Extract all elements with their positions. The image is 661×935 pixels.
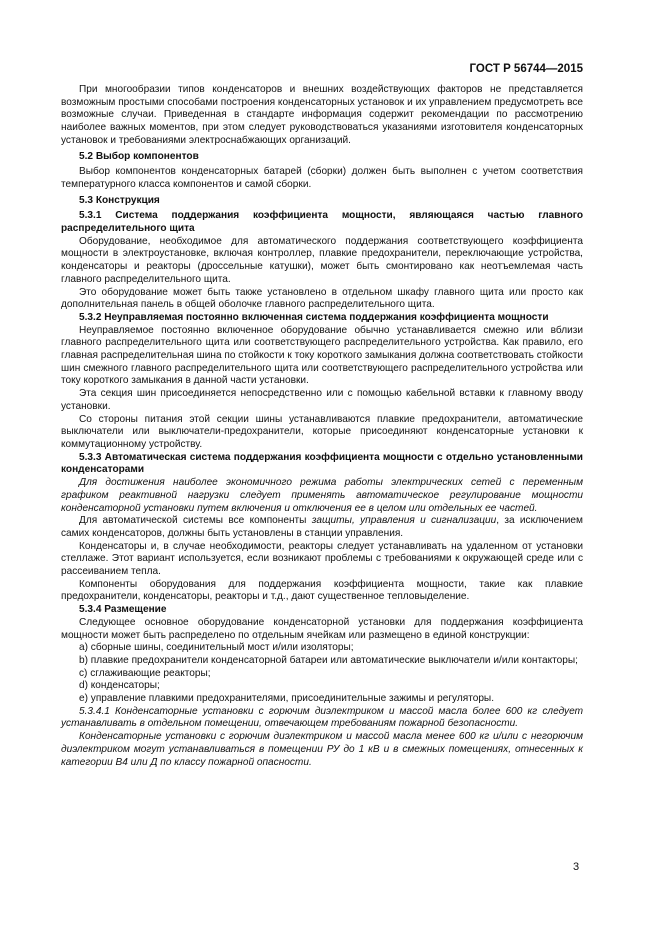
paragraph-5-3-3-c: Конденсаторы и, в случае необходимости, реакторы следует устанавливать на удаленном от установки стеллаже. Этот вариант используется, если возникают проблемы с требованиями к окружающей среде или с рассеиванием тепла. [61,540,583,578]
section-heading-5-3: 5.3 Конструкция [79,194,160,206]
paragraph-5-3-3-d: Компоненты оборудования для поддержания коэффициента мощности, такие как плавкие предохранители, конденсаторы, реакторы и т.д., дают существенное тепловыделение. [61,578,583,603]
paragraph-5-3-3-b-start: Для автоматической системы все компоненты [79,515,312,527]
section-heading-5-3-1: 5.3.1 Система поддержания коэффициента мощности, являющаяся частью главного распределительного щита [61,210,583,235]
paragraph-5-2: Выбор компонентов конденсаторных батарей (сборки) должен быть выполнен с учетом соответствия температурного класса компонентов и самой сборки. [61,166,583,190]
paragraph-5-3-3-b-emphasis: защиты, управления и сигнализации [311,515,497,527]
list-item-a: а) сборные шины, соединительный мост и/или изоляторы; [79,642,354,654]
paragraph-5-3-3-b [61,515,583,540]
paragraph-intro: При многообразии типов конденсаторов и внешних воздействующих факторов не представляется возможным простыми способами построения конденсаторных установок и их управлением предусмотреть все возможные случаи. Приведенная в стандарте информация содержит рекомендации по рассмотрению наиболее важных моментов, при этом следует руководствоваться указаниями изготовителя конденсаторных установок и требованиями электроснабжающих организаций. [61,84,583,146]
paragraph-5-3-4-1-b: Конденсаторные установки с горючим диэлектриком и массой масла менее 600 кг и/или с негорючим диэлектриком могут устанавливаться в помещении РУ до 1 кВ и в смежных помещениях, отнесенных к категории В4 или Д по классу пожарной опасности. [61,731,583,768]
paragraph-5-3-2-a: Неуправляемое постоянно включенное оборудование обычно устанавливается смежно или вблизи главного распределительного щита или соответствующего распределительного устройства. Как правило, его главная распределительная шина по стойкости к току короткого замыкания должна соответствовать стойкости шин смежного главного распределительного щита или соответствующего распределительного устройства или току короткого замыкания в данной части установки. [61,324,583,387]
page-body [61,84,583,769]
paragraph-5-3-4: Следующее основное оборудование конденсаторной установки для поддержания коэффициента мощности может быть распределено по отдельным ячейкам или размещено в единой конструкции: [61,616,583,641]
list-item-e: e) управление плавкими предохранителями, присоединительные зажимы и регуляторы. [79,693,494,705]
paragraph-5-3-1-b: Это оборудование может быть также установлено в отдельном шкафу главного щита или просто как дополнительная панель в общей оболочке главного распределительного щита. [61,286,583,311]
paragraph-5-3-3-a: Для достижения наиболее экономичного режима работы электрических сетей с переменным графиком реактивной нагрузки следует применять автоматическое регулирование мощности конденсаторной установки путем включения и отключения ее в целом или отдельных ее частей. [61,477,583,514]
section-heading-5-3-3: 5.3.3 Автоматическая система поддержания коэффициента мощности с отдельно установленными конденсаторами [61,451,583,476]
list-item-b: b) плавкие предохранители конденсаторной батареи или автоматические выключатели и/или контакторы; [79,654,578,666]
paragraph-5-3-4-1: 5.3.4.1 Конденсаторные установки с горючим диэлектриком и массой масла более 600 кг следует устанавливать в отдельном помещении, отвечающем требованиям пожарной безопасности. [61,705,583,730]
paragraph-5-3-3-b-end: , за исключением самих конденсаторов, должны быть установлены в станции управления. [61,515,583,539]
section-heading-5-3-4: 5.3.4 Размещение [79,604,167,616]
list-item-d: d) конденсаторы; [79,680,160,692]
paragraph-5-3-2-c: Со стороны питания этой секции шины устанавливаются плавкие предохранители, автоматические выключатели или выключатели-предохранители, которые присоединяют конденсаторные установки к коммутационному устройству. [61,413,583,450]
paragraph-5-3-2-b: Эта секция шин присоединяется непосредственно или с помощью кабельной вставки к главному вводу установки. [61,388,583,412]
paragraph-5-3-1-a: Оборудование, необходимое для автоматического поддержания соответствующего коэффициента мощности в электроустановке, включая контроллер, плавкие предохранители, переключающие устройства, конденсаторы и реакторы (дроссельные катушки), может быть смонтировано как неотъемлемая часть главного распределительного щита. [61,235,583,285]
document-header: ГОСТ Р 56744—2015 [469,63,583,75]
section-heading-5-2: 5.2 Выбор компонентов [79,150,199,162]
section-heading-5-3-2: 5.3.2 Неуправляемая постоянно включенная система поддержания коэффициента мощности [79,311,549,323]
list-item-c: c) сглаживающие реакторы; [79,667,211,679]
page-number: 3 [573,861,580,873]
